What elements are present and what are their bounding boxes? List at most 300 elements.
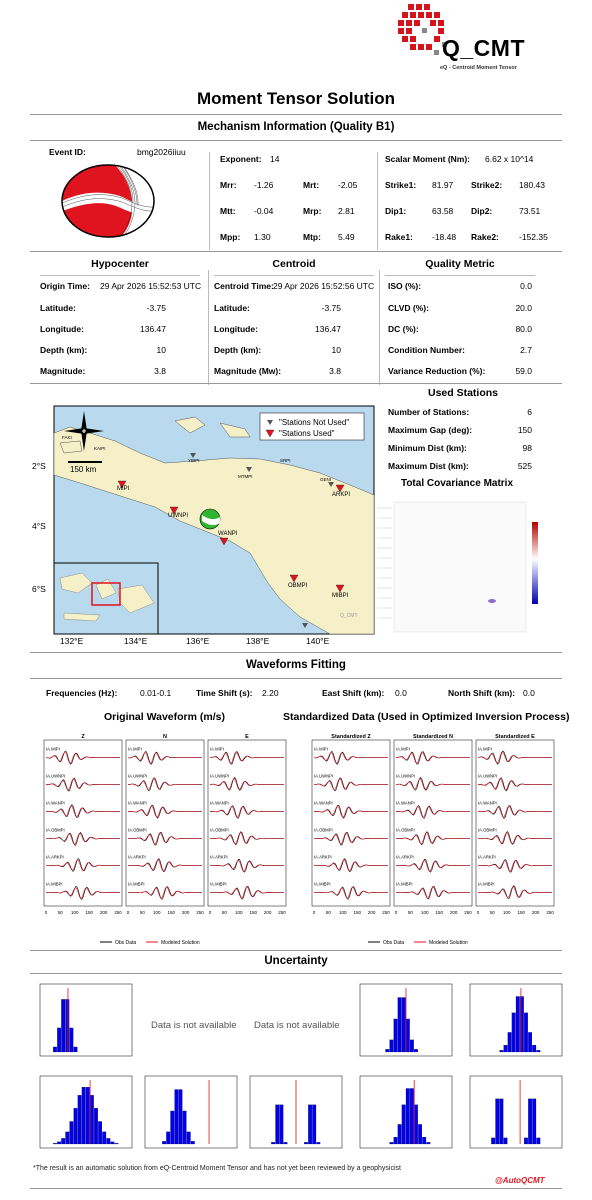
- time-shift-label: Time Shift (s):: [196, 688, 253, 698]
- hist-bar: [394, 1137, 398, 1144]
- hist-bar: [98, 1121, 102, 1144]
- strike1-label: Strike1:: [385, 180, 417, 190]
- event-id-value: bmg2026iiuu: [137, 147, 186, 157]
- hist-bar: [528, 1032, 532, 1052]
- model-trace: [478, 887, 552, 898]
- model-trace: [46, 860, 120, 871]
- north-shift-value: 0.0: [523, 688, 535, 698]
- hist-bar: [491, 1138, 495, 1144]
- wave-station-label: IA.ARKPI: [314, 854, 332, 860]
- origin-time-value: 29 Apr 2026 15:52:53 UTC: [100, 281, 202, 291]
- wave-station-label: IA.ARKPI: [396, 854, 414, 860]
- model-trace: [314, 887, 388, 898]
- stations-title: Used Stations: [427, 387, 498, 399]
- hist-bar: [524, 1013, 528, 1052]
- hist-bar: [74, 1108, 78, 1144]
- lat-tick-2s: 2°S: [32, 461, 46, 471]
- min-dist-value: 98: [522, 443, 532, 453]
- north-shift-label: North Shift (km):: [448, 688, 516, 698]
- hist-bar: [496, 1099, 500, 1144]
- wave-station-label: IA.MIBPI: [46, 881, 63, 887]
- hypo-depth-label: Depth (km):: [40, 345, 88, 355]
- iso-label: ISO (%):: [388, 281, 422, 291]
- hist-bar: [280, 1105, 284, 1144]
- cent-lon-value: 136.47: [315, 324, 341, 334]
- beachball-icon: [60, 162, 156, 245]
- wave-station-label: IA.ARKPI: [210, 854, 228, 860]
- wave-station-label: IA.MIPI: [478, 746, 492, 752]
- hist-bar: [422, 1137, 426, 1144]
- hist-bar: [386, 1049, 390, 1052]
- num-stations-value: 6: [527, 407, 532, 417]
- hist-bar: [398, 998, 402, 1052]
- rake2-value: -152.35: [519, 232, 548, 242]
- footer-handle: @AutoQCMT: [495, 1176, 545, 1185]
- wave-station-label: IA.MIBPI: [314, 881, 331, 887]
- model-trace: [314, 833, 388, 844]
- hist-bar: [504, 1045, 508, 1052]
- model-trace: [478, 752, 552, 763]
- mrt-label: Mrt:: [303, 180, 320, 190]
- legend-not-used: "Stations Not Used": [279, 418, 350, 427]
- hist-bar: [66, 1132, 70, 1144]
- model-trace: [396, 887, 470, 898]
- map-label-mtmpi: MTMPI: [238, 474, 253, 479]
- hist-bar: [183, 1111, 187, 1144]
- wave-x-tick: 100: [153, 910, 161, 915]
- dc-label: DC (%):: [388, 324, 419, 334]
- model-trace: [396, 752, 470, 763]
- centroid-title: Centroid: [272, 258, 316, 270]
- wave-x-tick: 0: [208, 910, 212, 915]
- strike2-label: Strike2:: [471, 180, 503, 190]
- mrr-label: Mrr:: [220, 180, 237, 190]
- wave-station-label: IA.ARKPI: [478, 854, 496, 860]
- map-label-srpi: SRPI: [280, 458, 291, 463]
- hist-bar: [53, 1047, 57, 1052]
- hist-bar: [86, 1087, 90, 1144]
- hist-bar: [406, 1088, 410, 1144]
- wave-station-label: IA.OBMPI: [46, 827, 65, 833]
- exponent-value: 14: [270, 154, 280, 164]
- wave-x-tick: 50: [489, 910, 495, 915]
- legend-obs: Obs Data: [115, 940, 137, 946]
- clvd-value: 20.0: [515, 303, 532, 313]
- wave-station-label: IA.UWNPI: [210, 773, 230, 779]
- hist-bar: [532, 1099, 536, 1144]
- hist-bar: [66, 999, 70, 1052]
- east-shift-value: 0.0: [395, 688, 407, 698]
- standardized-title: Standardized Data (Used in Optimized Inversion Process): [283, 711, 570, 723]
- not-available-2: Data is not available: [254, 1020, 340, 1031]
- wave-x-tick: 150: [353, 910, 361, 915]
- wave-x-tick: 100: [503, 910, 511, 915]
- hypocenter-title: Hypocenter: [91, 258, 149, 270]
- east-shift-label: East Shift (km):: [322, 688, 385, 698]
- hypo-lon-label: Longitude:: [40, 324, 84, 334]
- map-station-label-wanpi: WANPI: [218, 531, 238, 537]
- hist-bar: [308, 1105, 312, 1144]
- obs-trace: [210, 752, 284, 765]
- mtt-label: Mtt:: [220, 206, 236, 216]
- legend-obs: Obs Data: [383, 940, 405, 946]
- clvd-label: CLVD (%):: [388, 303, 429, 313]
- hist-bar: [317, 1142, 321, 1144]
- wave-col-title: Standardized N: [412, 734, 454, 740]
- wave-x-tick: 150: [517, 910, 525, 915]
- hist-bar: [398, 1124, 402, 1144]
- mtp-value: 5.49: [338, 232, 355, 242]
- wave-station-label: IA.WANPI: [128, 800, 147, 806]
- wave-station-label: IA.UWNPI: [396, 773, 416, 779]
- hist-bar: [390, 1142, 394, 1144]
- wave-x-tick: 100: [71, 910, 79, 915]
- hist-bar: [166, 1132, 170, 1144]
- wave-col-title: Standardized E: [495, 734, 535, 740]
- map-label-geni: GENI: [320, 477, 332, 482]
- hist-bar: [414, 1049, 418, 1052]
- wave-x-tick: 250: [382, 910, 390, 915]
- hist-bar: [107, 1138, 111, 1144]
- model-trace: [46, 779, 120, 790]
- hist-bar: [312, 1105, 316, 1144]
- map-label-ybipi: YBIPI: [188, 458, 200, 463]
- wave-x-tick: 0: [312, 910, 316, 915]
- map-label-kaipi: KAIPI: [94, 446, 106, 451]
- lat-tick-6s: 6°S: [32, 584, 46, 594]
- model-trace: [128, 806, 202, 817]
- model-trace: [128, 887, 202, 898]
- hypo-lat-value: -3.75: [146, 303, 166, 313]
- hypo-lat-label: Latitude:: [40, 303, 76, 313]
- rake2-label: Rake2:: [471, 232, 499, 242]
- model-trace: [128, 833, 202, 844]
- cent-lat-label: Latitude:: [214, 303, 250, 313]
- hist-bar: [276, 1105, 280, 1144]
- hypo-mag-label: Magnitude:: [40, 366, 86, 376]
- station-map: [30, 403, 380, 648]
- map-label-faki: FAKI: [62, 435, 72, 440]
- wave-x-tick: 0: [44, 910, 48, 915]
- uncertainty-histogram: [40, 1076, 132, 1148]
- wave-x-tick: 200: [263, 910, 272, 915]
- wave-station-label: IA.WANPI: [210, 800, 229, 806]
- wave-station-label: IA.MIBPI: [128, 881, 145, 887]
- obs-trace: [128, 752, 202, 765]
- rake1-label: Rake1:: [385, 232, 413, 242]
- hist-bar: [504, 1138, 508, 1144]
- hist-bar: [74, 1047, 78, 1052]
- hist-bar: [508, 1032, 512, 1052]
- origin-time-label: Origin Time:: [40, 281, 90, 291]
- hist-bar: [57, 1028, 61, 1052]
- mtt-value: -0.04: [254, 206, 274, 216]
- vr-label: Variance Reduction (%):: [388, 366, 486, 376]
- wave-x-tick: 50: [221, 910, 227, 915]
- wave-station-label: IA.ARKPI: [128, 854, 146, 860]
- wave-station-label: IA.MIBPI: [478, 881, 495, 887]
- original-waveform-title: Original Waveform (m/s): [104, 711, 225, 723]
- model-trace: [314, 779, 388, 790]
- wave-legend: [100, 940, 200, 946]
- wave-station-label: IA.MIPI: [314, 746, 328, 752]
- uncertainty-histogram: [250, 1076, 342, 1148]
- wave-x-tick: 0: [126, 910, 130, 915]
- wave-station-label: IA.WANPI: [478, 800, 497, 806]
- wave-station-label: IA.UWNPI: [128, 773, 148, 779]
- wave-station-label: IA.OBMPI: [396, 827, 415, 833]
- wave-x-tick: 50: [325, 910, 331, 915]
- hist-bar: [410, 1088, 414, 1144]
- hist-bar: [191, 1141, 195, 1144]
- model-trace: [46, 833, 120, 844]
- wave-station-label: IA.UWNPI: [478, 773, 498, 779]
- mrp-value: 2.81: [338, 206, 355, 216]
- freq-value: 0.01-0.1: [140, 688, 172, 698]
- hist-bar: [390, 1040, 394, 1052]
- wave-col-title: N: [163, 734, 167, 740]
- logo-tagline: eQ - Centroid Moment Tensor: [440, 65, 517, 71]
- hist-bar: [171, 1111, 175, 1144]
- wave-station-label: IA.WANPI: [314, 800, 333, 806]
- obs-trace: [128, 859, 202, 872]
- obs-trace: [46, 887, 120, 900]
- time-shift-value: 2.20: [262, 688, 279, 698]
- map-station-label-mibpi: MIBPI: [332, 593, 349, 599]
- wave-x-tick: 100: [339, 910, 347, 915]
- wave-x-tick: 150: [85, 910, 93, 915]
- waveform-original-panel: [30, 730, 296, 948]
- scalar-moment-label: Scalar Moment (Nm):: [385, 154, 471, 164]
- hist-bar: [532, 1045, 536, 1052]
- wave-station-label: IA.MIPI: [396, 746, 410, 752]
- hist-bar: [402, 1105, 406, 1144]
- wave-station-label: IA.WANPI: [46, 800, 65, 806]
- logo: [396, 2, 556, 94]
- wave-x-tick: 50: [139, 910, 145, 915]
- lon-tick-138: 138°E: [246, 636, 270, 646]
- hist-bar: [78, 1095, 82, 1144]
- cond-value: 2.7: [520, 345, 532, 355]
- hypo-depth-value: 10: [156, 345, 166, 355]
- hist-bar: [102, 1132, 106, 1144]
- lon-tick-136: 136°E: [186, 636, 210, 646]
- obs-trace: [396, 806, 470, 819]
- uncertainty-histogram: [40, 984, 132, 1056]
- model-trace: [314, 753, 388, 764]
- obs-trace: [314, 859, 388, 872]
- model-trace: [128, 753, 202, 764]
- uncertainty-panel: [30, 980, 564, 1160]
- uncertainty-histogram: [145, 1076, 237, 1148]
- wave-x-tick: 100: [235, 910, 243, 915]
- uncertainty-histogram: [470, 984, 562, 1056]
- wave-station-label: IA.MIPI: [210, 746, 224, 752]
- model-trace: [396, 807, 470, 818]
- obs-trace: [46, 805, 120, 818]
- lon-tick-132: 132°E: [60, 636, 84, 646]
- wave-x-tick: 250: [278, 910, 286, 915]
- wave-x-tick: 50: [407, 910, 413, 915]
- uncertainty-histogram: [360, 1076, 452, 1148]
- wave-x-tick: 200: [367, 910, 376, 915]
- mrp-label: Mrp:: [303, 206, 322, 216]
- hist-bar: [111, 1142, 115, 1144]
- wave-station-label: IA.MIPI: [128, 746, 142, 752]
- rake1-value: -18.48: [432, 232, 457, 242]
- wave-x-tick: 200: [531, 910, 540, 915]
- wave-col-title: Standardized Z: [331, 734, 371, 740]
- wave-x-tick: 250: [464, 910, 472, 915]
- cent-lon-label: Longitude:: [214, 324, 258, 334]
- event-id-label: Event ID:: [49, 147, 86, 157]
- max-gap-value: 150: [517, 425, 532, 435]
- logo-brand: Q_CMT: [442, 35, 525, 61]
- hist-bar: [500, 1050, 504, 1052]
- wave-station-label: IA.UWNPI: [314, 773, 334, 779]
- wave-station-label: IA.UWNPI: [46, 773, 66, 779]
- num-stations-label: Number of Stations:: [388, 407, 470, 417]
- model-trace: [478, 861, 552, 872]
- mechanism-title: Mechanism Information (Quality B1): [197, 121, 395, 133]
- wave-x-tick: 250: [114, 910, 122, 915]
- uncertainty-histogram: [470, 1076, 562, 1148]
- wave-station-label: IA.MIBPI: [396, 881, 413, 887]
- strike2-value: 180.43: [519, 180, 545, 190]
- wave-station-label: IA.OBMPI: [210, 827, 229, 833]
- cent-mag-label: Magnitude (Mw):: [214, 366, 282, 376]
- max-gap-label: Maximum Gap (deg):: [388, 425, 473, 435]
- freq-label: Frequencies (Hz):: [46, 688, 118, 698]
- model-trace: [314, 860, 388, 871]
- hist-bar: [410, 1040, 414, 1052]
- model-trace: [314, 806, 388, 817]
- hist-bar: [61, 1138, 65, 1144]
- centroid-time-value: 29 Apr 2026 15:52:56 UTC: [273, 281, 375, 291]
- hist-bar: [427, 1142, 431, 1144]
- hist-bar: [90, 1095, 94, 1144]
- hist-bar: [537, 1050, 541, 1052]
- dc-value: 80.0: [515, 324, 532, 334]
- wave-col-title: Z: [81, 734, 85, 740]
- hist-bar: [406, 1019, 410, 1052]
- hypo-lon-value: 136.47: [140, 324, 166, 334]
- hist-bar: [57, 1142, 61, 1144]
- wave-station-label: IA.WANPI: [396, 800, 415, 806]
- dip2-label: Dip2:: [471, 206, 493, 216]
- uncertainty-histogram: [360, 984, 452, 1056]
- wave-x-tick: 0: [394, 910, 398, 915]
- wave-x-tick: 200: [449, 910, 458, 915]
- covariance-title: Total Covariance Matrix: [400, 478, 514, 489]
- map-scale: 150 km: [70, 465, 97, 474]
- model-trace: [478, 833, 552, 844]
- model-trace: [128, 860, 202, 871]
- quality-title: Quality Metric: [425, 258, 495, 270]
- mpp-value: 1.30: [254, 232, 271, 242]
- wave-x-tick: 100: [421, 910, 429, 915]
- hist-bar: [70, 1121, 74, 1144]
- covariance-matrix: [374, 492, 549, 642]
- strike1-value: 81.97: [432, 180, 454, 190]
- wave-station-label: IA.OBMPI: [314, 827, 333, 833]
- cond-label: Condition Number:: [388, 345, 465, 355]
- dip2-value: 73.51: [519, 206, 541, 216]
- wave-col-title: E: [245, 734, 249, 740]
- vr-value: 59.0: [515, 366, 532, 376]
- max-dist-value: 525: [517, 461, 532, 471]
- cent-depth-value: 10: [331, 345, 341, 355]
- legend-model: Modeled Solution: [161, 940, 200, 946]
- map-watermark: Q_CMT: [340, 613, 358, 619]
- exponent-label: Exponent:: [220, 154, 262, 164]
- wave-station-label: IA.ARKPI: [46, 854, 64, 860]
- wave-x-tick: 150: [167, 910, 175, 915]
- hist-bar: [82, 1087, 86, 1144]
- hist-bar: [394, 1019, 398, 1052]
- lat-tick-4s: 4°S: [32, 521, 46, 531]
- obs-trace: [478, 806, 552, 819]
- hist-bar: [94, 1108, 98, 1144]
- mrt-value: -2.05: [338, 180, 358, 190]
- waveforms-title: Waveforms Fitting: [246, 659, 346, 671]
- wave-station-label: IA.MIBPI: [210, 881, 227, 887]
- hist-bar: [414, 1105, 418, 1144]
- max-dist-label: Maximum Dist (km):: [388, 461, 469, 471]
- map-station-label-mipi: MIPI: [117, 486, 130, 492]
- hist-bar: [187, 1132, 191, 1144]
- hist-bar: [524, 1138, 528, 1144]
- hist-bar: [53, 1143, 57, 1144]
- wave-legend: [368, 940, 468, 946]
- cent-depth-label: Depth (km):: [214, 345, 262, 355]
- hist-bar: [528, 1099, 532, 1144]
- model-trace: [128, 779, 202, 790]
- wave-x-tick: 200: [181, 910, 190, 915]
- hist-bar: [537, 1138, 541, 1144]
- wave-x-tick: 150: [435, 910, 443, 915]
- wave-station-label: IA.OBMPI: [128, 827, 147, 833]
- waveform-standardized-panel: [298, 730, 564, 948]
- map-station-label-obmpi: OBMPI: [288, 583, 308, 589]
- iso-value: 0.0: [520, 281, 532, 291]
- wave-x-tick: 0: [476, 910, 480, 915]
- hist-bar: [512, 1013, 516, 1052]
- wave-x-tick: 250: [546, 910, 554, 915]
- hist-bar: [70, 1028, 74, 1052]
- hist-bar: [284, 1142, 288, 1144]
- hist-bar: [175, 1090, 179, 1144]
- hist-bar: [516, 996, 520, 1052]
- model-trace: [210, 887, 284, 898]
- cent-lat-value: -3.75: [321, 303, 341, 313]
- map-station-label-arkpi: ARKPI: [332, 492, 351, 498]
- page-title: Moment Tensor Solution: [196, 89, 395, 108]
- mrr-value: -1.26: [254, 180, 274, 190]
- not-available-1: Data is not available: [151, 1020, 237, 1031]
- footer-note: *The result is an automatic solution from eQ-Centroid Moment Tensor and has not yet been reviewed by a geophysicist: [33, 1165, 401, 1172]
- hist-bar: [500, 1099, 504, 1144]
- obs-trace: [314, 752, 388, 765]
- mtp-label: Mtp:: [303, 232, 321, 242]
- map-station-label-uwnpi: UWNPI: [168, 513, 188, 519]
- hist-bar: [304, 1142, 308, 1144]
- map-beachball-icon: [200, 509, 220, 529]
- wave-station-label: IA.MIPI: [46, 746, 60, 752]
- wave-x-tick: 200: [99, 910, 108, 915]
- dip1-value: 63.58: [432, 206, 454, 216]
- centroid-time-label: Centroid Time:: [214, 281, 274, 291]
